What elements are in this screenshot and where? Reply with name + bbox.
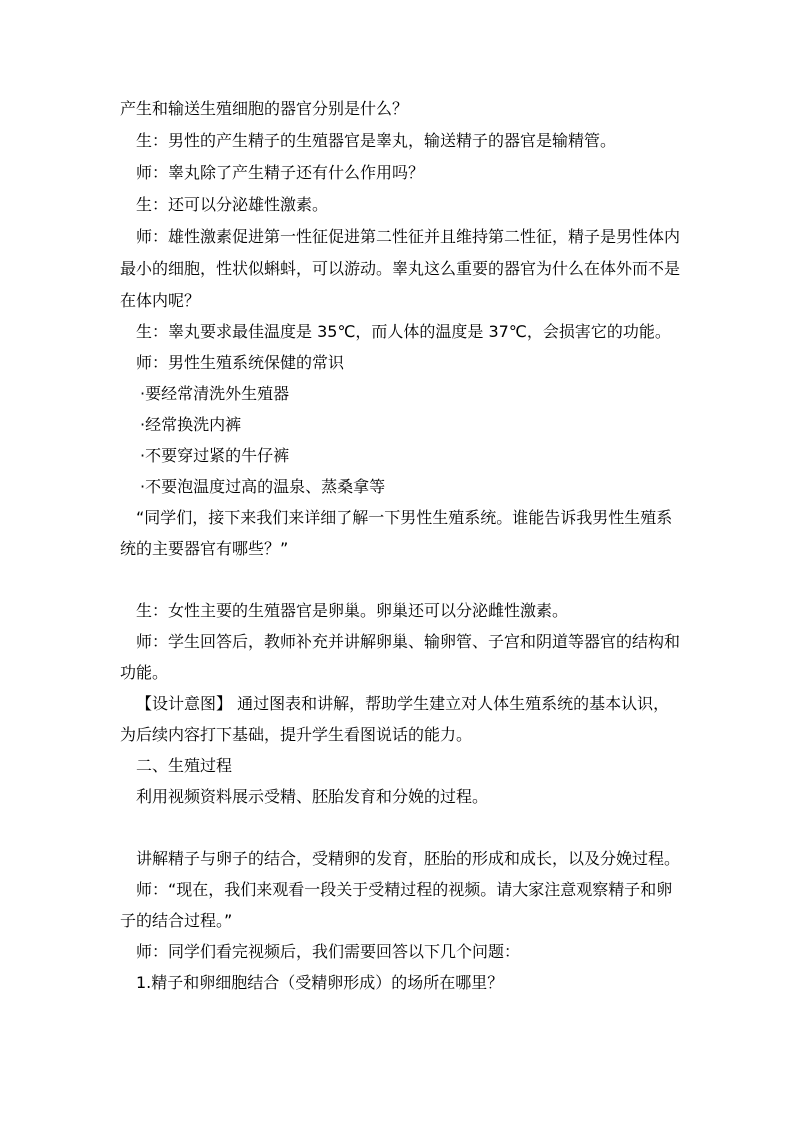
paragraph-line: 统的主要器官有哪些？” xyxy=(120,539,289,558)
paragraph-line: 讲解精子与卵子的结合，受精卵的发育，胚胎的形成和成长，以及分娩过程。 xyxy=(136,849,681,868)
paragraph-line: 生：睾丸要求最佳温度是 35℃，而人体的温度是 37℃，会损害它的功能。 xyxy=(136,322,671,341)
paragraph-line: 师：学生回答后，教师补充并讲解卵巢、输卵管、子宫和阴道等器官的结构和 xyxy=(136,632,681,651)
bullet-item: ·经常换洗内裤 xyxy=(140,415,242,434)
paragraph-line: 师：男性生殖系统保健的常识 xyxy=(136,353,345,372)
paragraph-line: “同学们，接下来我们来详细了解一下男性生殖系统。谁能告诉我男性生殖系 xyxy=(136,508,673,527)
question-line: 1.精子和卵细胞结合（受精卵形成）的场所在哪里？ xyxy=(136,973,504,992)
bullet-item: ·不要泡温度过高的温泉、蒸桑拿等 xyxy=(140,477,386,496)
paragraph-line: 子的结合过程。” xyxy=(120,911,233,930)
paragraph-line: 生：还可以分泌雄性激素。 xyxy=(136,195,329,214)
paragraph-line: 生：女性主要的生殖器官是卵巢。卵巢还可以分泌雌性激素。 xyxy=(136,601,569,620)
bullet-item: ·要经常清洗外生殖器 xyxy=(140,384,290,403)
paragraph-line: 最小的细胞，性状似蝌蚪，可以游动。睾丸这么重要的器官为什么在体外而不是 xyxy=(120,259,681,278)
bullet-item: ·不要穿过紧的牛仔裤 xyxy=(140,446,290,465)
paragraph-line: 功能。 xyxy=(120,663,169,682)
section-heading: 二、生殖过程 xyxy=(136,756,233,775)
paragraph-line: 师：睾丸除了产生精子还有什么作用吗？ xyxy=(136,163,425,182)
paragraph-line: 产生和输送生殖细胞的器官分别是什么？ xyxy=(120,99,409,118)
paragraph-line: 【设计意图】 通过图表和讲解，帮助学生建立对人体生殖系统的基本认识， xyxy=(136,694,670,713)
paragraph-line: 利用视频资料展示受精、胚胎发育和分娩的过程。 xyxy=(136,787,489,806)
paragraph-line: 生：男性的产生精子的生殖器官是睾丸，输送精子的器官是输精管。 xyxy=(136,131,617,150)
paragraph-line: 师：同学们看完视频后，我们需要回答以下几个问题： xyxy=(136,942,521,961)
paragraph-line: 师：雄性激素促进第一性征促进第二性征并且维持第二性征，精子是男性体内 xyxy=(136,227,681,246)
paragraph-line: 师：“现在，我们来观看一段关于受精过程的视频。请大家注意观察精子和卵 xyxy=(136,880,673,899)
paragraph-line: 在体内呢？ xyxy=(120,291,201,310)
paragraph-line: 为后续内容打下基础，提升学生看图说话的能力。 xyxy=(120,725,473,744)
